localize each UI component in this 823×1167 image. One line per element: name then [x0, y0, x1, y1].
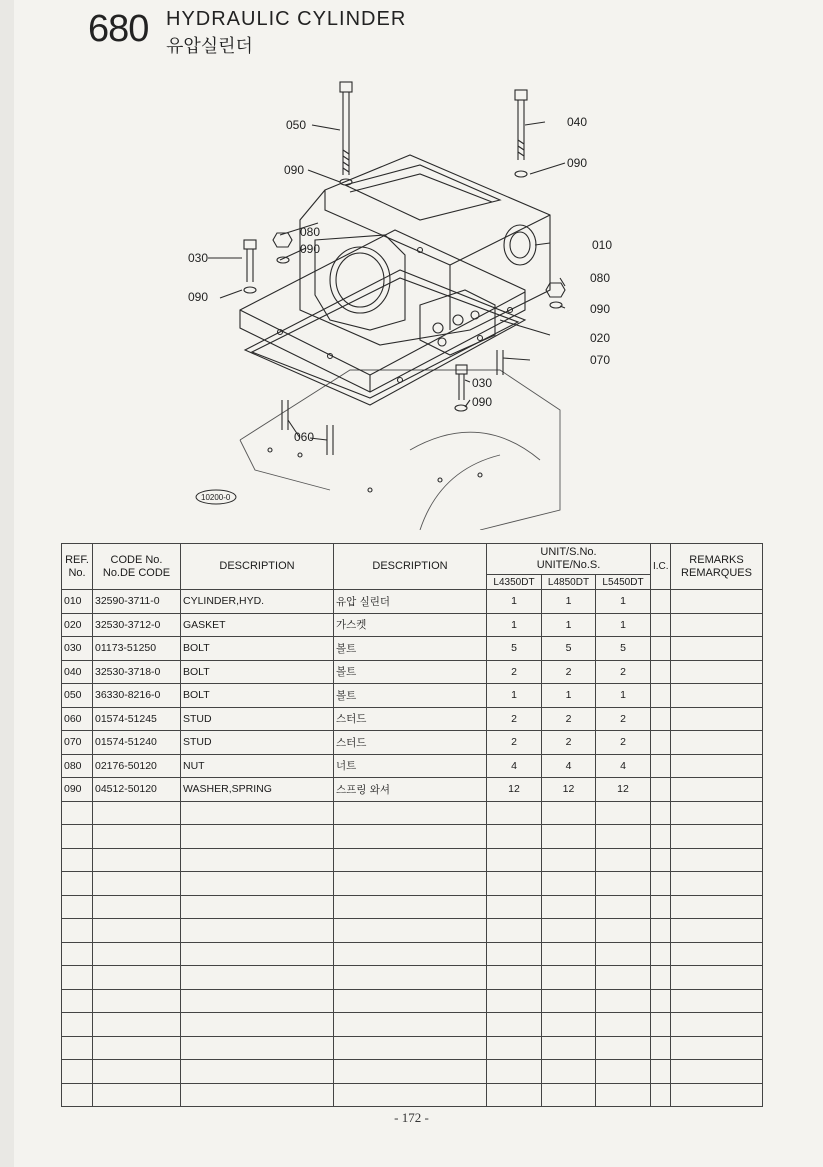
empty-cell [93, 801, 181, 825]
empty-cell [596, 919, 651, 943]
cell-ic [651, 754, 671, 778]
header-model-2: L4850DT [542, 575, 596, 590]
empty-cell [542, 825, 596, 849]
empty-cell [62, 801, 93, 825]
empty-cell [542, 1060, 596, 1084]
empty-cell [671, 942, 763, 966]
cell-qty-l4350dt: 1 [487, 590, 542, 614]
empty-cell [671, 801, 763, 825]
empty-cell [651, 1083, 671, 1107]
callout-090-right: 090 [590, 302, 611, 316]
empty-cell [542, 801, 596, 825]
empty-table-row [62, 825, 763, 849]
cell-remarks [671, 660, 763, 684]
page-title-korean: 유압실린더 [166, 36, 253, 57]
cell-qty-l4850dt: 2 [542, 707, 596, 731]
empty-cell [181, 848, 334, 872]
cell-description-en: GASKET [181, 613, 334, 637]
empty-table-row [62, 942, 763, 966]
cell-ref: 020 [62, 613, 93, 637]
cell-ref: 080 [62, 754, 93, 778]
cell-qty-l4350dt: 12 [487, 778, 542, 802]
cell-remarks [671, 613, 763, 637]
empty-cell [62, 942, 93, 966]
cell-code: 01574-51245 [93, 707, 181, 731]
cell-remarks [671, 637, 763, 661]
header-description-en: DESCRIPTION [181, 544, 334, 590]
cell-description-ko: 볼트 [334, 660, 487, 684]
empty-cell [334, 848, 487, 872]
cell-description-en: BOLT [181, 637, 334, 661]
empty-cell [93, 1060, 181, 1084]
empty-cell [181, 942, 334, 966]
empty-cell [651, 1013, 671, 1037]
cell-description-ko: 볼트 [334, 637, 487, 661]
cell-ref: 010 [62, 590, 93, 614]
cell-ref: 040 [62, 660, 93, 684]
empty-cell [334, 895, 487, 919]
empty-cell [671, 1036, 763, 1060]
cell-qty-l5450dt: 1 [596, 684, 651, 708]
empty-cell [596, 825, 651, 849]
empty-cell [62, 872, 93, 896]
empty-table-row [62, 1083, 763, 1107]
empty-cell [651, 989, 671, 1013]
empty-cell [334, 1036, 487, 1060]
empty-cell [671, 872, 763, 896]
cell-remarks [671, 731, 763, 755]
callout-060: 060 [294, 430, 315, 444]
empty-table-row [62, 801, 763, 825]
callout-090-top-left: 090 [284, 163, 305, 177]
cell-ref: 030 [62, 637, 93, 661]
empty-cell [181, 919, 334, 943]
cell-remarks [671, 778, 763, 802]
cell-ic [651, 684, 671, 708]
callout-010: 010 [592, 238, 613, 252]
empty-cell [62, 1013, 93, 1037]
page-number: - 172 - [394, 1110, 429, 1125]
cell-qty-l4350dt: 4 [487, 754, 542, 778]
empty-cell [62, 848, 93, 872]
table-row [62, 778, 763, 802]
empty-cell [181, 989, 334, 1013]
empty-cell [487, 848, 542, 872]
empty-cell [487, 801, 542, 825]
empty-cell [334, 872, 487, 896]
cell-qty-l4350dt: 5 [487, 637, 542, 661]
cell-qty-l5450dt: 1 [596, 613, 651, 637]
empty-cell [181, 1083, 334, 1107]
cell-ic [651, 778, 671, 802]
empty-cell [542, 989, 596, 1013]
cell-qty-l5450dt: 2 [596, 731, 651, 755]
empty-cell [651, 919, 671, 943]
empty-cell [596, 1060, 651, 1084]
cell-code: 36330-8216-0 [93, 684, 181, 708]
empty-cell [334, 1083, 487, 1107]
empty-cell [93, 1013, 181, 1037]
empty-cell [487, 1060, 542, 1084]
empty-cell [596, 1083, 651, 1107]
empty-cell [93, 1036, 181, 1060]
empty-cell [487, 989, 542, 1013]
header-unit: UNIT/S.No. UNITE/No.S. [487, 544, 651, 575]
cell-code: 01173-51250 [93, 637, 181, 661]
empty-cell [671, 1013, 763, 1037]
cell-qty-l4350dt: 2 [487, 731, 542, 755]
empty-cell [334, 825, 487, 849]
figure-code: 10200-0 [201, 493, 231, 502]
cell-description-ko: 너트 [334, 754, 487, 778]
empty-cell [651, 872, 671, 896]
empty-cell [671, 966, 763, 990]
empty-cell [62, 919, 93, 943]
cell-qty-l4350dt: 1 [487, 684, 542, 708]
empty-cell [181, 1036, 334, 1060]
empty-cell [487, 872, 542, 896]
empty-cell [334, 989, 487, 1013]
cell-ref: 090 [62, 778, 93, 802]
table-row [62, 613, 763, 637]
cell-description-ko: 볼트 [334, 684, 487, 708]
callout-070: 070 [590, 353, 611, 367]
header-description-ko: DESCRIPTION [334, 544, 487, 590]
empty-table-row [62, 989, 763, 1013]
cell-remarks [671, 684, 763, 708]
empty-table-row [62, 848, 763, 872]
cell-description-en: STUD [181, 731, 334, 755]
table-row [62, 731, 763, 755]
cell-description-en: WASHER,SPRING [181, 778, 334, 802]
scan-edge [0, 0, 14, 1167]
cell-code: 02176-50120 [93, 754, 181, 778]
empty-table-row [62, 966, 763, 990]
empty-cell [334, 919, 487, 943]
cell-qty-l4850dt: 1 [542, 590, 596, 614]
empty-cell [334, 942, 487, 966]
empty-cell [651, 966, 671, 990]
empty-cell [671, 895, 763, 919]
cell-description-ko: 가스켓 [334, 613, 487, 637]
empty-cell [596, 1036, 651, 1060]
cell-qty-l5450dt: 2 [596, 707, 651, 731]
callout-090-top-right: 090 [567, 156, 588, 170]
empty-cell [651, 848, 671, 872]
header-model-3: L5450DT [596, 575, 651, 590]
empty-table-row [62, 895, 763, 919]
empty-table-row [62, 872, 763, 896]
empty-cell [671, 989, 763, 1013]
cell-code: 04512-50120 [93, 778, 181, 802]
empty-cell [487, 895, 542, 919]
callout-040: 040 [567, 115, 588, 129]
empty-cell [542, 966, 596, 990]
cell-description-en: BOLT [181, 684, 334, 708]
empty-cell [93, 966, 181, 990]
empty-cell [181, 895, 334, 919]
header-model-1: L4350DT [487, 575, 542, 590]
empty-cell [181, 966, 334, 990]
cell-qty-l5450dt: 5 [596, 637, 651, 661]
cell-code: 32530-3718-0 [93, 660, 181, 684]
empty-cell [651, 825, 671, 849]
empty-cell [596, 942, 651, 966]
table-row [62, 684, 763, 708]
empty-cell [596, 895, 651, 919]
cell-ic [651, 590, 671, 614]
empty-cell [542, 872, 596, 896]
empty-cell [62, 1036, 93, 1060]
empty-cell [671, 1083, 763, 1107]
cell-ic [651, 707, 671, 731]
empty-cell [487, 1013, 542, 1037]
empty-cell [651, 942, 671, 966]
cell-description-en: STUD [181, 707, 334, 731]
empty-cell [596, 801, 651, 825]
callout-090-lower: 090 [472, 395, 493, 409]
empty-cell [596, 1013, 651, 1037]
empty-cell [671, 1060, 763, 1084]
cell-description-ko: 유압 실린더 [334, 590, 487, 614]
page-title: HYDRAULIC CYLINDER [166, 8, 407, 30]
header-ref: REF. No. [62, 544, 93, 590]
table-row [62, 590, 763, 614]
empty-cell [93, 1083, 181, 1107]
empty-cell [487, 919, 542, 943]
callout-080-right: 080 [590, 271, 611, 285]
empty-cell [651, 1036, 671, 1060]
cell-code: 01574-51240 [93, 731, 181, 755]
table-row [62, 707, 763, 731]
exploded-parts-diagram [180, 70, 640, 530]
cell-qty-l4350dt: 1 [487, 613, 542, 637]
empty-cell [671, 919, 763, 943]
empty-cell [651, 1060, 671, 1084]
empty-cell [596, 989, 651, 1013]
cell-qty-l4350dt: 2 [487, 660, 542, 684]
callout-080-left: 080 [300, 225, 321, 239]
cell-qty-l4850dt: 1 [542, 613, 596, 637]
empty-cell [596, 848, 651, 872]
empty-cell [62, 966, 93, 990]
empty-cell [542, 1036, 596, 1060]
cell-qty-l5450dt: 1 [596, 590, 651, 614]
empty-table-row [62, 1013, 763, 1037]
cell-ref: 070 [62, 731, 93, 755]
empty-cell [62, 895, 93, 919]
cell-description-ko: 스터드 [334, 731, 487, 755]
empty-cell [487, 966, 542, 990]
empty-cell [487, 942, 542, 966]
cell-qty-l5450dt: 2 [596, 660, 651, 684]
cell-qty-l4850dt: 2 [542, 731, 596, 755]
empty-cell [334, 966, 487, 990]
table-row [62, 660, 763, 684]
empty-cell [542, 848, 596, 872]
empty-cell [596, 966, 651, 990]
empty-cell [334, 1013, 487, 1037]
empty-cell [181, 801, 334, 825]
cell-ic [651, 637, 671, 661]
parts-table [61, 543, 763, 1107]
empty-cell [93, 942, 181, 966]
empty-cell [62, 1083, 93, 1107]
empty-table-row [62, 1036, 763, 1060]
empty-cell [181, 1013, 334, 1037]
empty-cell [487, 1083, 542, 1107]
cell-ic [651, 660, 671, 684]
empty-cell [542, 895, 596, 919]
cell-remarks [671, 754, 763, 778]
empty-cell [334, 1060, 487, 1084]
cell-code: 32530-3712-0 [93, 613, 181, 637]
cell-qty-l5450dt: 12 [596, 778, 651, 802]
table-row [62, 754, 763, 778]
empty-cell [93, 872, 181, 896]
cell-description-ko: 스터드 [334, 707, 487, 731]
callout-090-left-washer: 090 [188, 290, 209, 304]
cell-ic [651, 613, 671, 637]
empty-cell [542, 1013, 596, 1037]
empty-cell [93, 895, 181, 919]
empty-cell [93, 919, 181, 943]
callout-030-left: 030 [188, 251, 209, 265]
empty-cell [181, 872, 334, 896]
empty-cell [93, 848, 181, 872]
empty-cell [181, 1060, 334, 1084]
empty-cell [487, 1036, 542, 1060]
cell-ref: 060 [62, 707, 93, 731]
header-ic: I.C. [651, 544, 671, 590]
cell-qty-l4850dt: 2 [542, 660, 596, 684]
empty-table-row [62, 1060, 763, 1084]
cell-qty-l4850dt: 5 [542, 637, 596, 661]
empty-cell [487, 825, 542, 849]
header-code: CODE No. No.DE CODE [93, 544, 181, 590]
cell-ref: 050 [62, 684, 93, 708]
table-row [62, 637, 763, 661]
empty-cell [93, 989, 181, 1013]
empty-cell [62, 1060, 93, 1084]
cell-description-ko: 스프링 와셔 [334, 778, 487, 802]
cell-description-en: BOLT [181, 660, 334, 684]
empty-cell [651, 895, 671, 919]
callout-030-lower: 030 [472, 376, 493, 390]
empty-table-row [62, 919, 763, 943]
cell-remarks [671, 590, 763, 614]
cell-qty-l4850dt: 4 [542, 754, 596, 778]
empty-cell [596, 872, 651, 896]
empty-cell [181, 825, 334, 849]
cell-qty-l5450dt: 4 [596, 754, 651, 778]
callout-020: 020 [590, 331, 611, 345]
callout-050: 050 [286, 118, 307, 132]
empty-cell [62, 825, 93, 849]
cell-ic [651, 731, 671, 755]
header-remarks: REMARKS REMARQUES [671, 544, 763, 590]
empty-cell [62, 989, 93, 1013]
section-number: 680 [88, 8, 149, 50]
empty-cell [542, 942, 596, 966]
cell-qty-l4350dt: 2 [487, 707, 542, 731]
cell-qty-l4850dt: 1 [542, 684, 596, 708]
empty-cell [93, 825, 181, 849]
empty-cell [542, 1083, 596, 1107]
callout-090-left-nut: 090 [300, 242, 321, 256]
parts-table-body [62, 590, 763, 1107]
cell-qty-l4850dt: 12 [542, 778, 596, 802]
empty-cell [651, 801, 671, 825]
empty-cell [542, 919, 596, 943]
cell-description-en: NUT [181, 754, 334, 778]
empty-cell [334, 801, 487, 825]
empty-cell [671, 848, 763, 872]
cell-description-en: CYLINDER,HYD. [181, 590, 334, 614]
cell-remarks [671, 707, 763, 731]
empty-cell [671, 825, 763, 849]
cell-code: 32590-3711-0 [93, 590, 181, 614]
